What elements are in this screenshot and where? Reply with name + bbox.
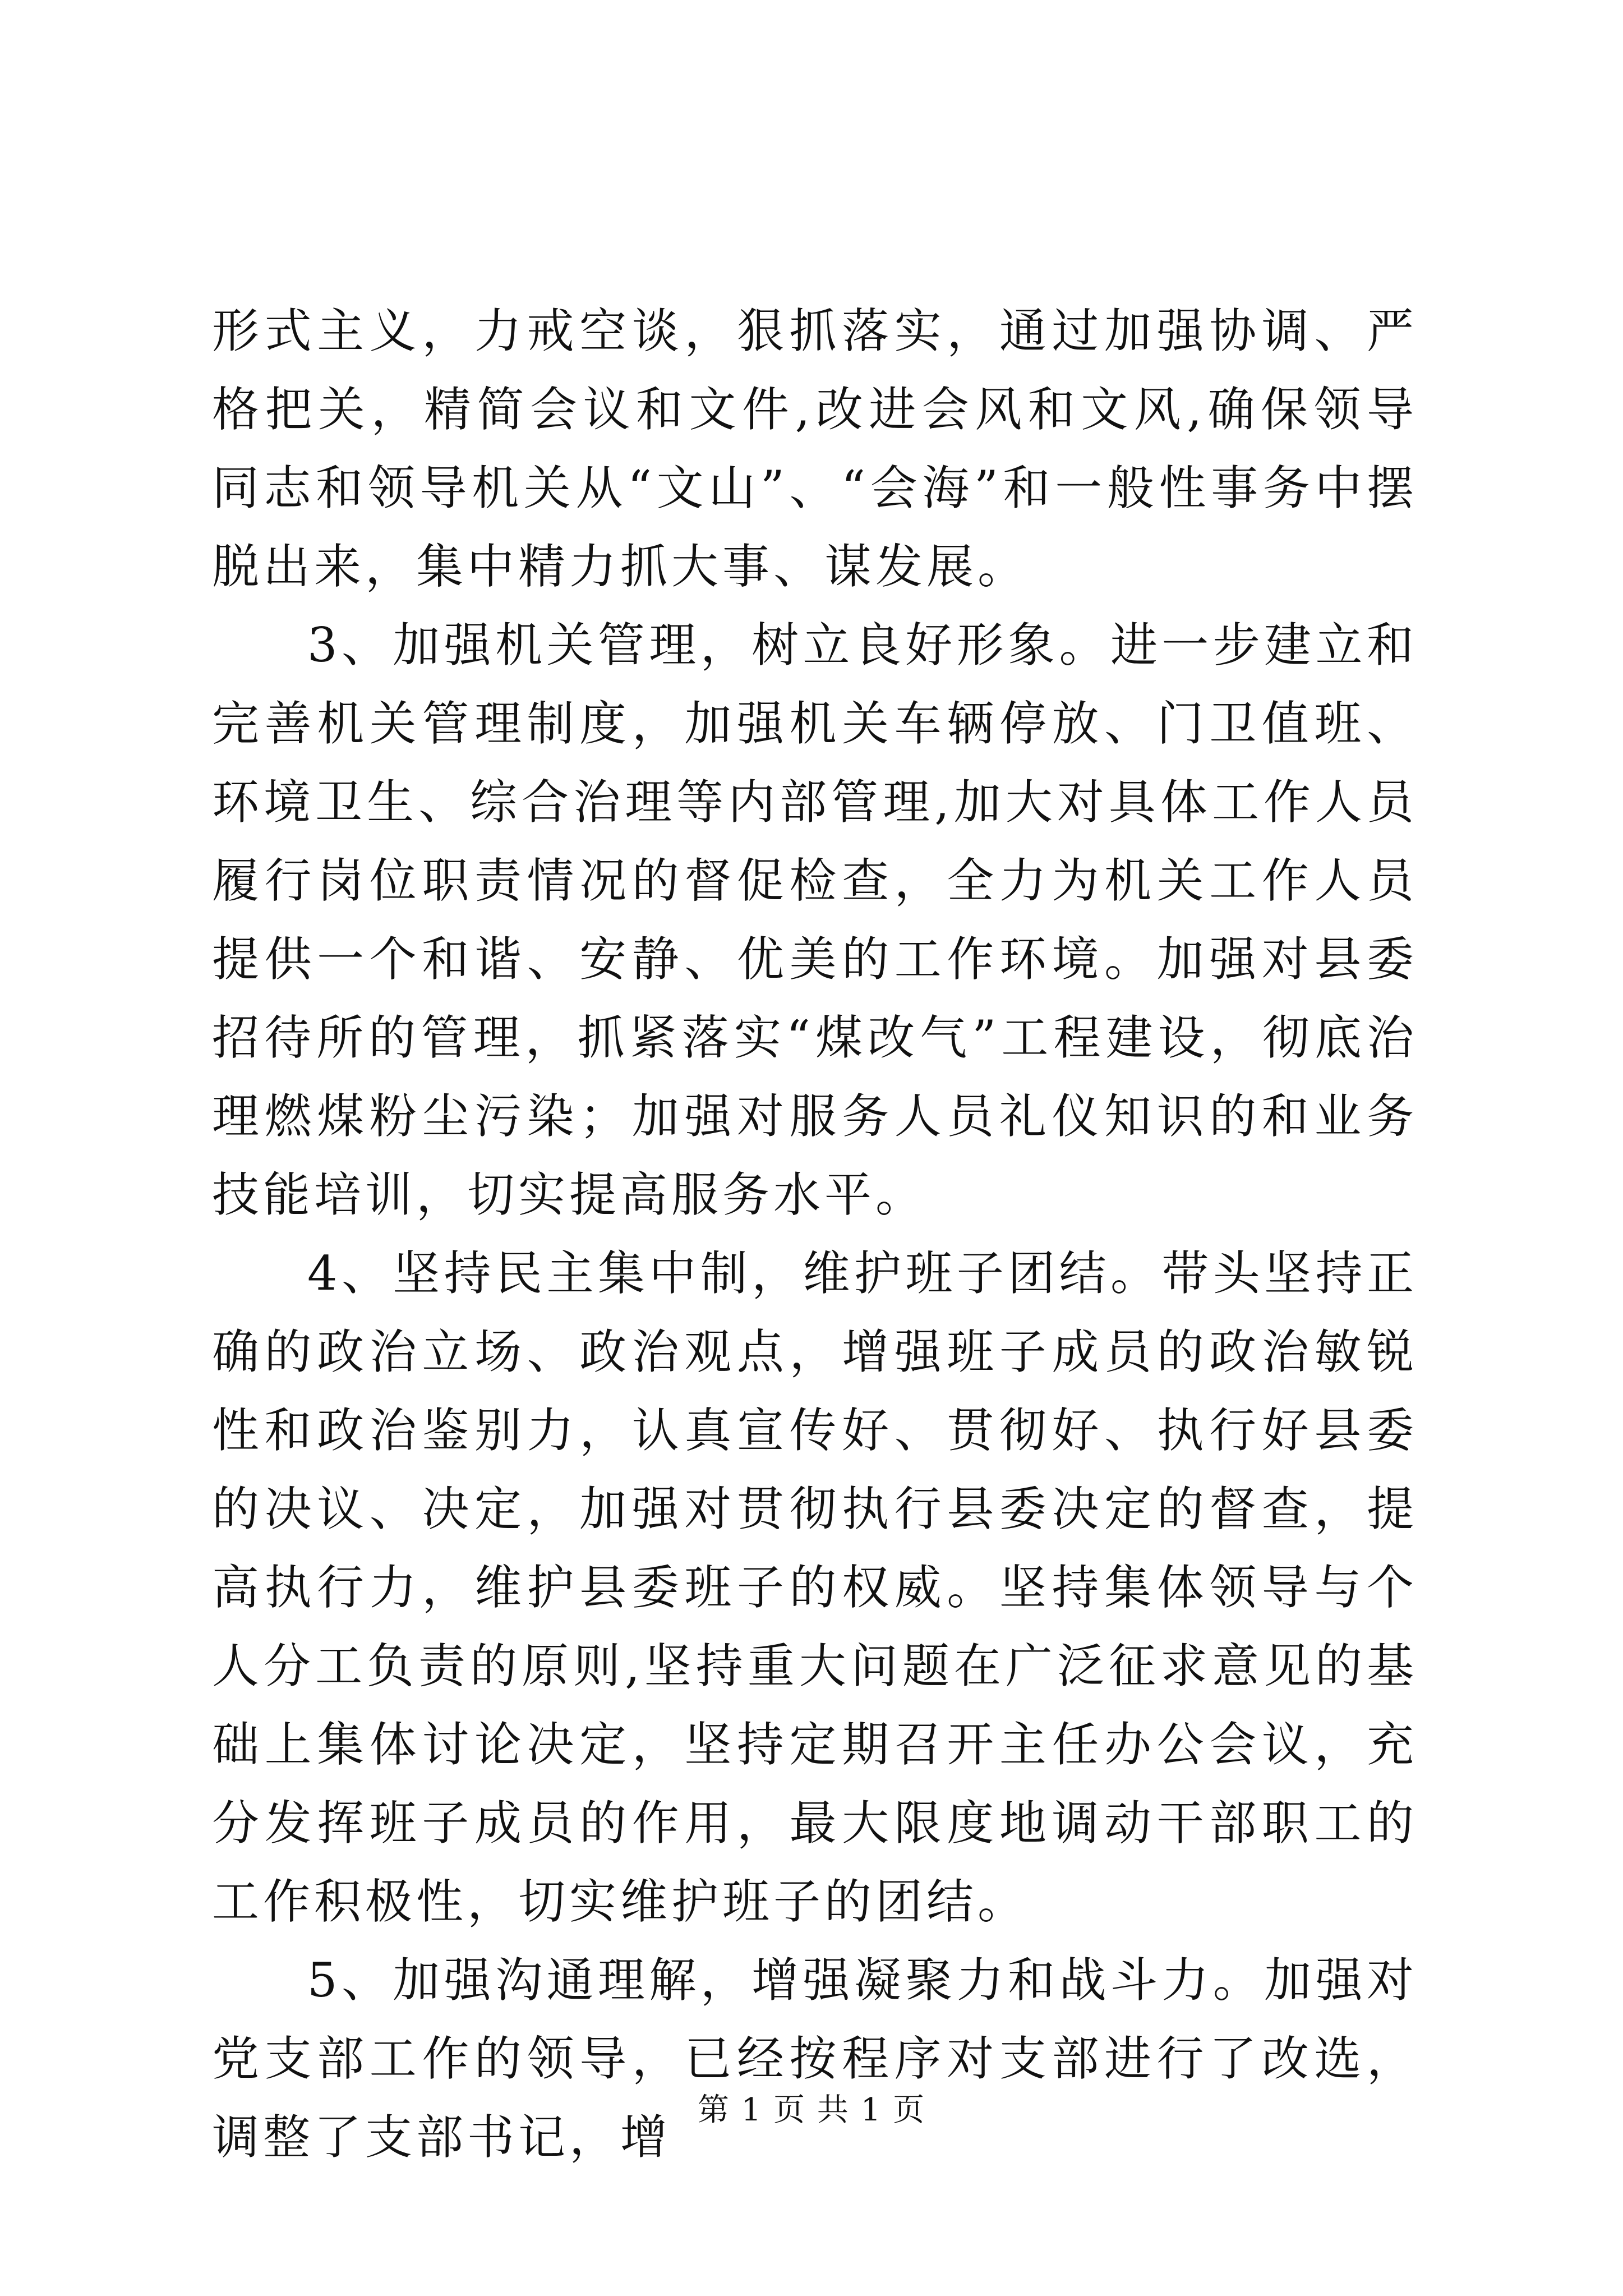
paragraph-continuation: 形式主义，力戒空谈，狠抓落实，通过加强协调、严格把关，精简会议和文件,改进会风和文风,确保领导同志和领导机关从“文山”、“会海”和一般性事务中摆脱出来，集中精力抓大事、谋发展。: [212, 303, 1418, 594]
page-footer: 第 1 页 共 1 页: [697, 2092, 926, 2128]
document-body: [212, 292, 1418, 2177]
paragraph-item-3: 3、加强机关管理，树立良好形象。进一步建立和完善机关管理制度，加强机关车辆停放、门卫值班、环境卫生、综合治理等内部管理,加大对具体工作人员履行岗位职责情况的督促检查，全力为机关工作人员提供一个和谐、安静、优美的工作环境。加强对县委招待所的管理，抓紧落实“煤改气”工程建设，彻底治理燃煤粉尘污染；加强对服务人员礼仪知识的和业务技能培训，切实提高服务水平。: [212, 618, 1418, 1222]
paragraph-item-4: 4、坚持民主集中制，维护班子团结。带头坚持正确的政治立场、政治观点，增强班子成员的政治敏锐性和政治鉴别力，认真宣传好、贯彻好、执行好县委的决议、决定，加强对贯彻执行县委决定的督查，提高执行力，维护县委班子的权威。坚持集体领导与个人分工负责的原则,坚持重大问题在广泛征求意见的基础上集体讨论决定，坚持定期召开主任办公会议，充分发挥班子成员的作用，最大限度地调动干部职工的工作积极性，切实维护班子的团结。: [212, 1246, 1418, 1929]
paragraph-item-5: 5、加强沟通理解，增强凝聚力和战斗力。加强对党支部工作的领导，已经按程序对支部进行了改选，调整了支部书记，增: [212, 1953, 1418, 2165]
